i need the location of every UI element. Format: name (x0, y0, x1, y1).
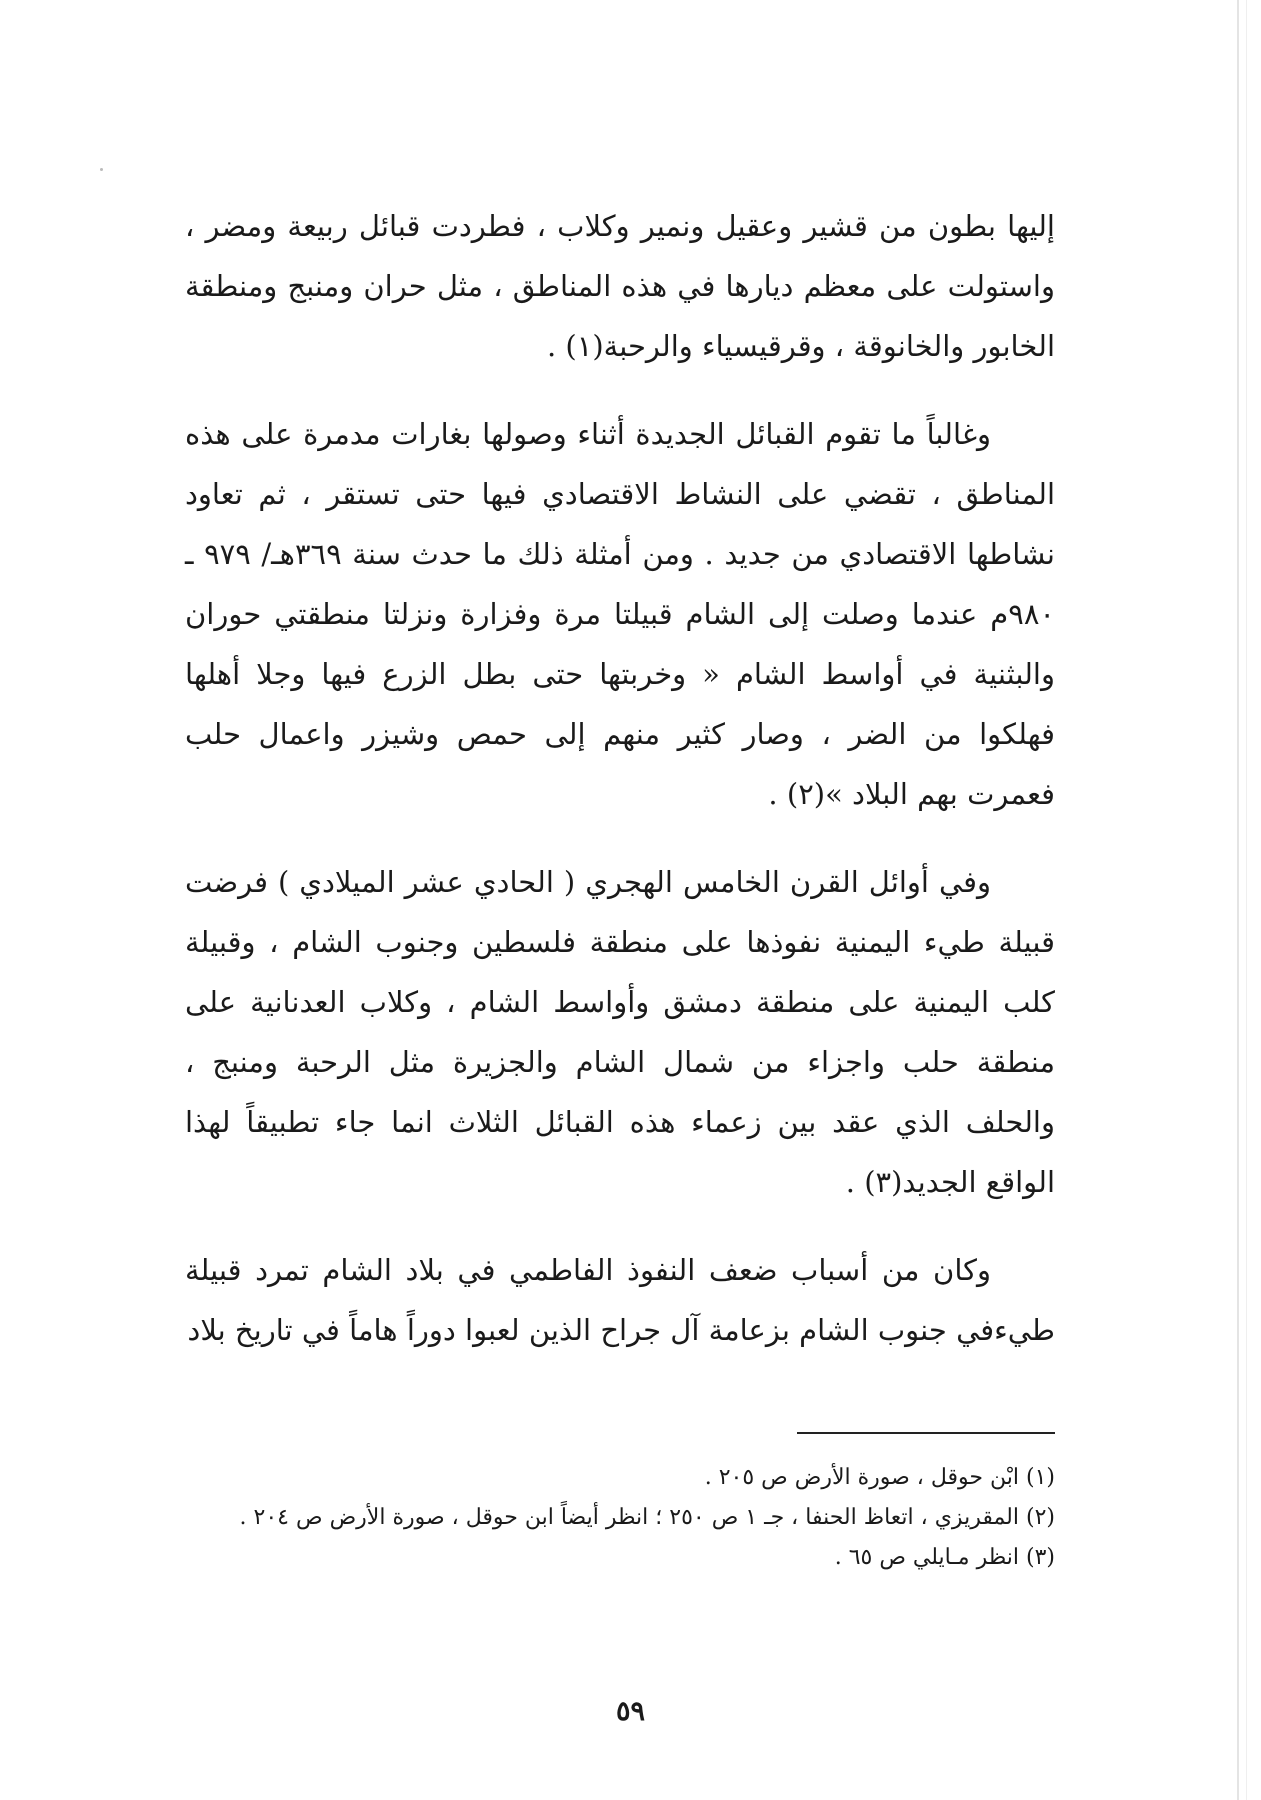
paragraph-1: إليها بطون من قشير وعقيل ونمير وكلاب ، فطردت قبائل ربيعة ومضر ، واستولت على معظم ديارها في هذه المناطق ، مثل حران ومنبج ومنطقة الخابور والخانوقة ، وقرقيسياء والرحبة(١) . (185, 209, 1055, 363)
page-edge (1237, 0, 1239, 1800)
page-number: ٥٩ (615, 1696, 645, 1727)
footnote-1: (١) ابْن حوقل ، صورة الأرض ص ٢٠٥ . (704, 1465, 1055, 1490)
page-edge-shadow (1246, 0, 1247, 1800)
paragraph-2: وغالباً ما تقوم القبائل الجديدة أثناء وصولها بغارات مدمرة على هذه المناطق ، تقضي على النشاط الاقتصادي فيها حتى تستقر ، ثم تعاود نشاطها الاقتصادي من جديد . ومن أمثلة ذلك ما حدث سنة ٣٦٩هـ/ ٩٧٩ ـ ٩٨٠م عندما وصلت إلى الشام قبيلتا مرة وفزارة ونزلتا منطقتي حوران والبثنية في أواسط الشام « وخربتها حتى بطل الزرع فيها وجلا أهلها فهلكوا من الضر ، وصار كثير منهم إلى حمص وشيزر واعمال حلب فعمرت بهم البلاد »(٢) . (185, 417, 1056, 811)
body-text (185, 196, 1055, 1388)
footnote-separator (797, 1432, 1055, 1434)
footnotes (185, 1458, 1055, 1578)
scan-speck (100, 168, 103, 171)
paragraph-4: وكان من أسباب ضعف النفوذ الفاطمي في بلاد الشام تمرد قبيلة طيءفي جنوب الشام بزعامة آل جراح الذين لعبوا دوراً هاماً في تاريخ بلاد (185, 1253, 1055, 1347)
footnote-2: (٢) المقريزي ، اتعاظ الحنفا ، جـ ١ ص ٢٥٠ ؛ انظر أيضاً ابن حوقل ، صورة الأرض ص ٢٠٤ . (239, 1505, 1055, 1530)
footnote-3: (٣) انظر مـايلي ص ٦٥ . (834, 1545, 1055, 1570)
paragraph-3: وفي أوائل القرن الخامس الهجري ( الحادي عشر الميلادي ) فرضت قبيلة طيء اليمنية نفوذها على منطقة فلسطين وجنوب الشام ، وقبيلة كلب اليمنية على منطقة دمشق وأواسط الشام ، وكلاب العدنانية على منطقة حلب واجزاء من شمال الشام والجزيرة مثل الرحبة ومنبج ، والحلف الذي عقد بين زعماء هذه القبائل الثلاث انما جاء تطبيقاً لهذا الواقع الجديد(٣) . (185, 865, 1055, 1199)
